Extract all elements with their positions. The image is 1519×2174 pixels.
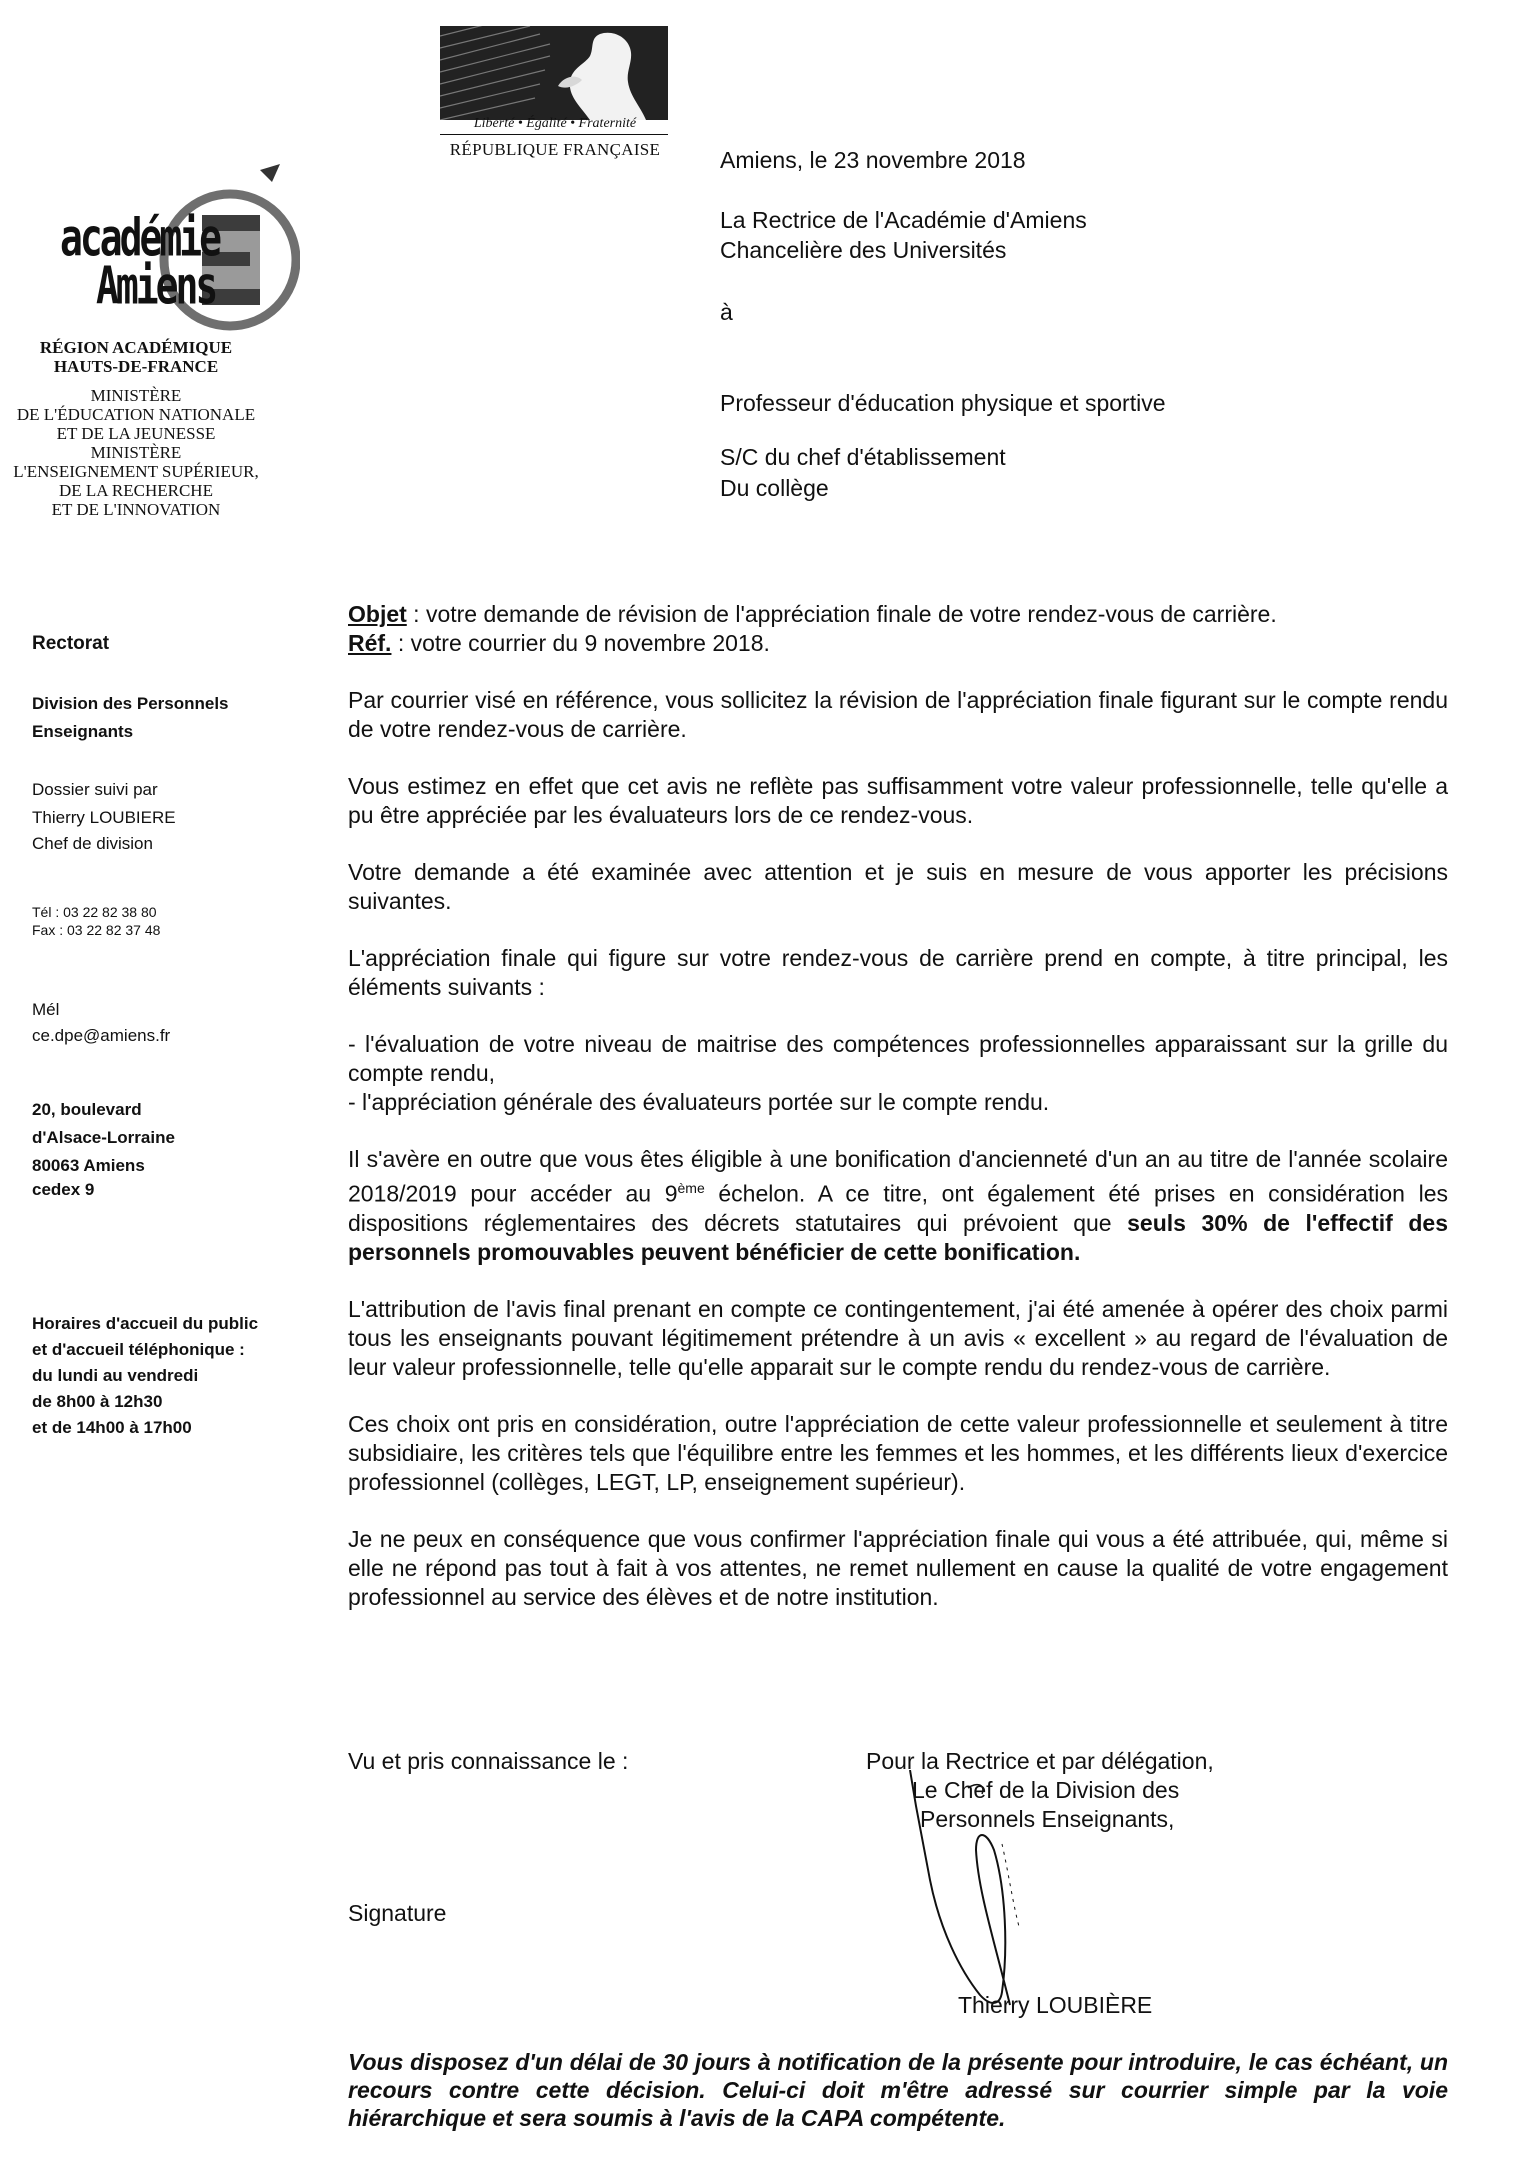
sidebar-hours-4: de 8h00 à 12h30 [32,1392,163,1411]
ministry-line: MINISTÈRE [90,443,182,462]
sidebar-address-1: 20, boulevard [32,1100,142,1119]
signer-name: Thierry LOUBIÈRE [958,1992,1153,2018]
sidebar-hours-5: et de 14h00 à 17h00 [32,1418,192,1437]
ministry-line: MINISTÈRE [90,386,182,405]
ref-line [348,629,1448,658]
sidebar-hours-1: Horaires d'accueil du public [32,1314,259,1333]
sidebar-address-3: 80063 Amiens [32,1156,145,1175]
paragraph-7: Ces choix ont pris en considération, outre l'appréciation de cette valeur professionnelle et seulement à titre subsidiaire, les critères tels que l'équilibre entre les femmes et les hommes, et les différents lieux d'exercice professionnel (collèges, LEGT, LP, enseignement supérieur). [348,1410,1448,1495]
paragraph-8: Je ne peux en conséquence que vous confirmer l'appréciation finale qui vous a été attribuée, qui, même si elle ne répond pas tout à fait à vos attentes, ne remet nullement en cause la qualité de votre engagement professionnel au service des élèves et de notre institution. [348,1525,1448,1610]
list-item-1: - l'évaluation de votre niveau de maitrise des compétences professionnelles apparaissant sur la grille du compte rendu, [348,1031,1448,1086]
motto-divider [440,134,668,135]
sidebar-contact-name: Thierry LOUBIERE [32,808,176,827]
ministry-line: DE LA RECHERCHE [59,481,213,500]
paragraph-4: L'appréciation finale qui figure sur votre rendez-vous de carrière prend en compte, à titre principal, les éléments suivants : [348,945,1448,1000]
acknowledgement-line: Vu et pris connaissance le : [348,1748,629,1774]
sidebar-hours-2: et d'accueil téléphonique : [32,1340,245,1359]
ministry-block [0,338,272,519]
republique-francaise: RÉPUBLIQUE FRANÇAISE [449,140,661,159]
ministry-line: ET DE LA JEUNESSE [56,424,216,443]
recipient-line-2: S/C du chef d'établissement [720,444,1006,470]
sender-line-1: La Rectrice de l'Académie d'Amiens [720,207,1087,233]
paragraph-1: Par courrier visé en référence, vous sollicitez la révision de l'appréciation finale figurant sur le compte rendu de votre rendez-vous de carrière. [348,687,1448,742]
paragraph-5-text-b: échelon. A ce titre, ont également été prises en considération les dispositions réglementaires des décrets statutaires qui prévoient que [348,1180,1448,1236]
sidebar-division-1: Division des Personnels [32,694,229,713]
sender-line-2: Chancelière des Universités [720,237,1007,263]
list-item-2: - l'appréciation générale des évaluateurs portée sur le compte rendu. [348,1089,1050,1115]
paragraph-5 [348,1145,1448,1267]
sidebar-mel-label: Mél [32,1000,60,1019]
ref-label: Réf. [348,630,392,656]
ordinal-suffix: ème [677,1180,705,1196]
ministry-line: DE L'ÉDUCATION NATIONALE [16,405,256,424]
city-date: Amiens, le 23 novembre 2018 [720,147,1026,173]
signature-label: Signature [348,1900,447,1926]
accent-icon [260,164,280,182]
sidebar-address-4: cedex 9 [32,1180,95,1199]
marianne-logo [440,26,668,120]
amiens-logo-text: Amiens [96,256,216,316]
sidebar-email[interactable]: ce.dpe@amiens.fr [32,1026,171,1045]
paragraph-5-text-a: Il s'avère en outre que vous êtes éligible à une bonification d'ancienneté d'un an au titre de l'année scolaire 2018/2019 pour accéder au 9 [348,1146,1448,1207]
appeal-notice: Vous disposez d'un délai de 30 jours à notification de la présente pour introduire, le cas échéant, un recours contre cette décision. Celui-ci doit m'être adressé sur courrier simple par la voie hiérarchique et sera soumis à l'avis de la CAPA compétente. [348,2049,1448,2131]
objet-text: : votre demande de révision de l'appréciation finale de votre rendez-vous de carrière. [406,601,1277,627]
region-name-2: HAUTS-DE-FRANCE [53,357,219,376]
ministry-line: ET DE L'INNOVATION [51,500,221,519]
sidebar-contact-role: Chef de division [32,834,153,853]
academie-logo-text: académie [60,208,220,268]
objet-line [348,600,1448,629]
ref-text: : votre courrier du 9 novembre 2018. [391,630,770,656]
sidebar-division-2: Enseignants [32,722,134,741]
paragraph-5-bold: seuls 30% de l'effectif des personnels promouvables peuvent bénéficier de cette bonification. [348,1209,1448,1265]
ministry-line: L'ENSEIGNEMENT SUPÉRIEUR, [13,462,259,481]
marianne-profile-icon [440,26,668,120]
paragraph-2: Vous estimez en effet que cet avis ne reflète pas suffisamment votre valeur professionnelle, telle qu'elle a pu être appréciée par les évaluateurs lors de ce rendez-vous. [348,773,1448,828]
republic-motto: Liberté • Égalité • Fraternité [473,116,637,131]
paragraph-6: L'attribution de l'avis final prenant en compte ce contingentement, j'ai été amenée à opérer des choix parmi tous les enseignants pouvant légitimement prétendre à un avis « excellent » au regard de l'évaluation de leur valeur professionnelle, telle qu'elle apparait sur le compte rendu du rendez-vous de carrière. [348,1295,1448,1380]
academie-amiens-logo [60,160,300,335]
delegation-line-2: Le Chef de la Division des [912,1777,1180,1803]
letter-body [348,600,1448,1640]
delegation-line-1: Pour la Rectrice et par délégation, [866,1748,1214,1774]
sidebar-address-2: d'Alsace-Lorraine [32,1128,175,1147]
delegation-line-3: Personnels Enseignants, [920,1806,1175,1832]
objet-label: Objet [348,601,407,627]
sidebar-rectorat: Rectorat [32,633,110,654]
handwritten-signature [890,1770,1090,2020]
sidebar-hours-3: du lundi au vendredi [32,1366,199,1385]
recipient-line-1: Professeur d'éducation physique et sportive [720,390,1166,416]
sidebar-tel: Tél : 03 22 82 38 80 [32,904,157,920]
recipient-line-3: Du collège [720,475,829,501]
sidebar-fax: Fax : 03 22 82 37 48 [32,922,161,938]
to-marker: à [720,299,733,325]
paragraph-3: Votre demande a été examinée avec attention et je suis en mesure de vous apporter les précisions suivantes. [348,859,1448,914]
sidebar-dossier: Dossier suivi par [32,780,158,799]
region-name-1: RÉGION ACADÉMIQUE [39,338,233,357]
